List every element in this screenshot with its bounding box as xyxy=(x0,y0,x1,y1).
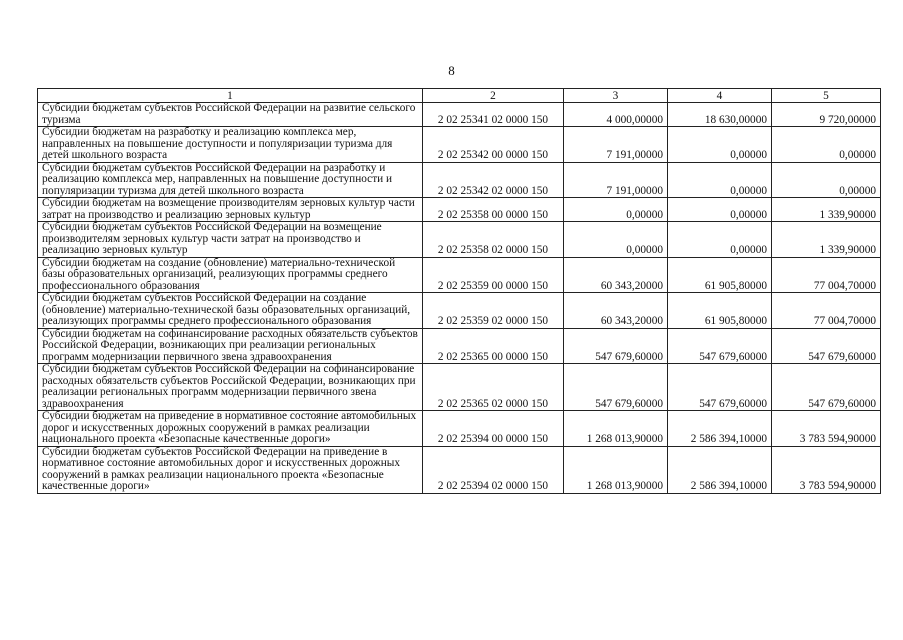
value-col3-cell: 0,00000 xyxy=(564,198,668,222)
table-row xyxy=(38,446,881,493)
value-col3-cell: 1 268 013,90000 xyxy=(564,446,668,493)
col-header-3: 3 xyxy=(564,89,668,103)
value-col5-cell: 77 004,70000 xyxy=(772,257,881,293)
value-col5-cell: 9 720,00000 xyxy=(772,103,881,127)
budget-code-cell: 2 02 25358 00 0000 150 xyxy=(423,198,564,222)
value-col5-cell: 547 679,60000 xyxy=(772,364,881,411)
value-col4-cell: 547 679,60000 xyxy=(668,364,772,411)
budget-code-cell: 2 02 25341 02 0000 150 xyxy=(423,103,564,127)
value-col3-cell: 0,00000 xyxy=(564,222,668,258)
row-name-cell: Субсидии бюджетам на разработку и реализацию комплекса мер, направленных на повышение доступности и популяризации туризма для детей школьного возраста xyxy=(38,127,423,163)
row-name-cell: Субсидии бюджетам субъектов Российской Федерации на возмещение производителям зерновых культур части затрат на производство и реализацию зерновых культур xyxy=(38,222,423,258)
value-col3-cell: 547 679,60000 xyxy=(564,364,668,411)
budget-code-cell: 2 02 25365 02 0000 150 xyxy=(423,364,564,411)
value-col4-cell: 18 630,00000 xyxy=(668,103,772,127)
budget-code-cell: 2 02 25394 02 0000 150 xyxy=(423,446,564,493)
value-col5-cell: 547 679,60000 xyxy=(772,328,881,364)
value-col3-cell: 60 343,20000 xyxy=(564,293,668,329)
value-col4-cell: 547 679,60000 xyxy=(668,328,772,364)
row-name-cell: Субсидии бюджетам субъектов Российской Федерации на разработку и реализацию комплекса мер, направленных на повышение доступности и популяризации туризма для детей школьного возраста xyxy=(38,162,423,198)
value-col5-cell: 0,00000 xyxy=(772,127,881,163)
value-col5-cell: 1 339,90000 xyxy=(772,222,881,258)
row-name-cell: Субсидии бюджетам субъектов Российской Федерации на приведение в нормативное состояние автомобильных дорог и искусственных дорожных сооружений в рамках реализации национального проекта «Безопасные качественные дороги» xyxy=(38,446,423,493)
row-name-cell: Субсидии бюджетам на создание (обновление) материально-технической базы образовательных организаций, реализующих программы среднего профессионального образования xyxy=(38,257,423,293)
value-col5-cell: 0,00000 xyxy=(772,162,881,198)
value-col3-cell: 4 000,00000 xyxy=(564,103,668,127)
value-col4-cell: 2 586 394,10000 xyxy=(668,446,772,493)
value-col3-cell: 1 268 013,90000 xyxy=(564,411,668,447)
table-row xyxy=(38,103,881,127)
table-row xyxy=(38,411,881,447)
budget-code-cell: 2 02 25342 00 0000 150 xyxy=(423,127,564,163)
row-name-cell: Субсидии бюджетам на приведение в нормативное состояние автомобильных дорог и искусственных дорожных сооружений в рамках реализации национального проекта «Безопасные качественные дороги» xyxy=(38,411,423,447)
table-row xyxy=(38,293,881,329)
table-row xyxy=(38,127,881,163)
value-col3-cell: 547 679,60000 xyxy=(564,328,668,364)
value-col5-cell: 3 783 594,90000 xyxy=(772,446,881,493)
row-name-cell: Субсидии бюджетам на софинансирование расходных обязательств субъектов Российской Федерации, возникающих при реализации региональных программ модернизации первичного звена здравоохранения xyxy=(38,328,423,364)
budget-code-cell: 2 02 25359 00 0000 150 xyxy=(423,257,564,293)
table-row xyxy=(38,162,881,198)
budget-code-cell: 2 02 25359 02 0000 150 xyxy=(423,293,564,329)
value-col4-cell: 0,00000 xyxy=(668,162,772,198)
table-row xyxy=(38,364,881,411)
table-row xyxy=(38,257,881,293)
row-name-cell: Субсидии бюджетам субъектов Российской Федерации на софинансирование расходных обязательств субъектов Российской Федерации, возникающих при реализации региональных программ модернизации первичного звена здравоохранения xyxy=(38,364,423,411)
budget-code-cell: 2 02 25358 02 0000 150 xyxy=(423,222,564,258)
col-header-5: 5 xyxy=(772,89,881,103)
page-number: 8 xyxy=(448,63,455,78)
table-row xyxy=(38,198,881,222)
col-header-4: 4 xyxy=(668,89,772,103)
value-col5-cell: 3 783 594,90000 xyxy=(772,411,881,447)
row-name-cell: Субсидии бюджетам субъектов Российской Федерации на развитие сельского туризма xyxy=(38,103,423,127)
table-row xyxy=(38,222,881,258)
value-col3-cell: 60 343,20000 xyxy=(564,257,668,293)
row-name-cell: Субсидии бюджетам на возмещение производителям зерновых культур части затрат на производство и реализацию зерновых культур xyxy=(38,198,423,222)
budget-code-cell: 2 02 25394 00 0000 150 xyxy=(423,411,564,447)
value-col4-cell: 0,00000 xyxy=(668,198,772,222)
value-col3-cell: 7 191,00000 xyxy=(564,127,668,163)
value-col4-cell: 0,00000 xyxy=(668,222,772,258)
value-col3-cell: 7 191,00000 xyxy=(564,162,668,198)
table-header-row xyxy=(38,89,881,103)
value-col4-cell: 61 905,80000 xyxy=(668,257,772,293)
budget-subsidies-table xyxy=(37,88,881,494)
value-col4-cell: 0,00000 xyxy=(668,127,772,163)
table-row xyxy=(38,328,881,364)
value-col4-cell: 61 905,80000 xyxy=(668,293,772,329)
value-col5-cell: 1 339,90000 xyxy=(772,198,881,222)
col-header-1: 1 xyxy=(38,89,423,103)
budget-code-cell: 2 02 25342 02 0000 150 xyxy=(423,162,564,198)
row-name-cell: Субсидии бюджетам субъектов Российской Федерации на создание (обновление) материально-технической базы образовательных организаций, реализующих программы среднего профессионального образования xyxy=(38,293,423,329)
value-col4-cell: 2 586 394,10000 xyxy=(668,411,772,447)
budget-code-cell: 2 02 25365 00 0000 150 xyxy=(423,328,564,364)
col-header-2: 2 xyxy=(423,89,564,103)
value-col5-cell: 77 004,70000 xyxy=(772,293,881,329)
